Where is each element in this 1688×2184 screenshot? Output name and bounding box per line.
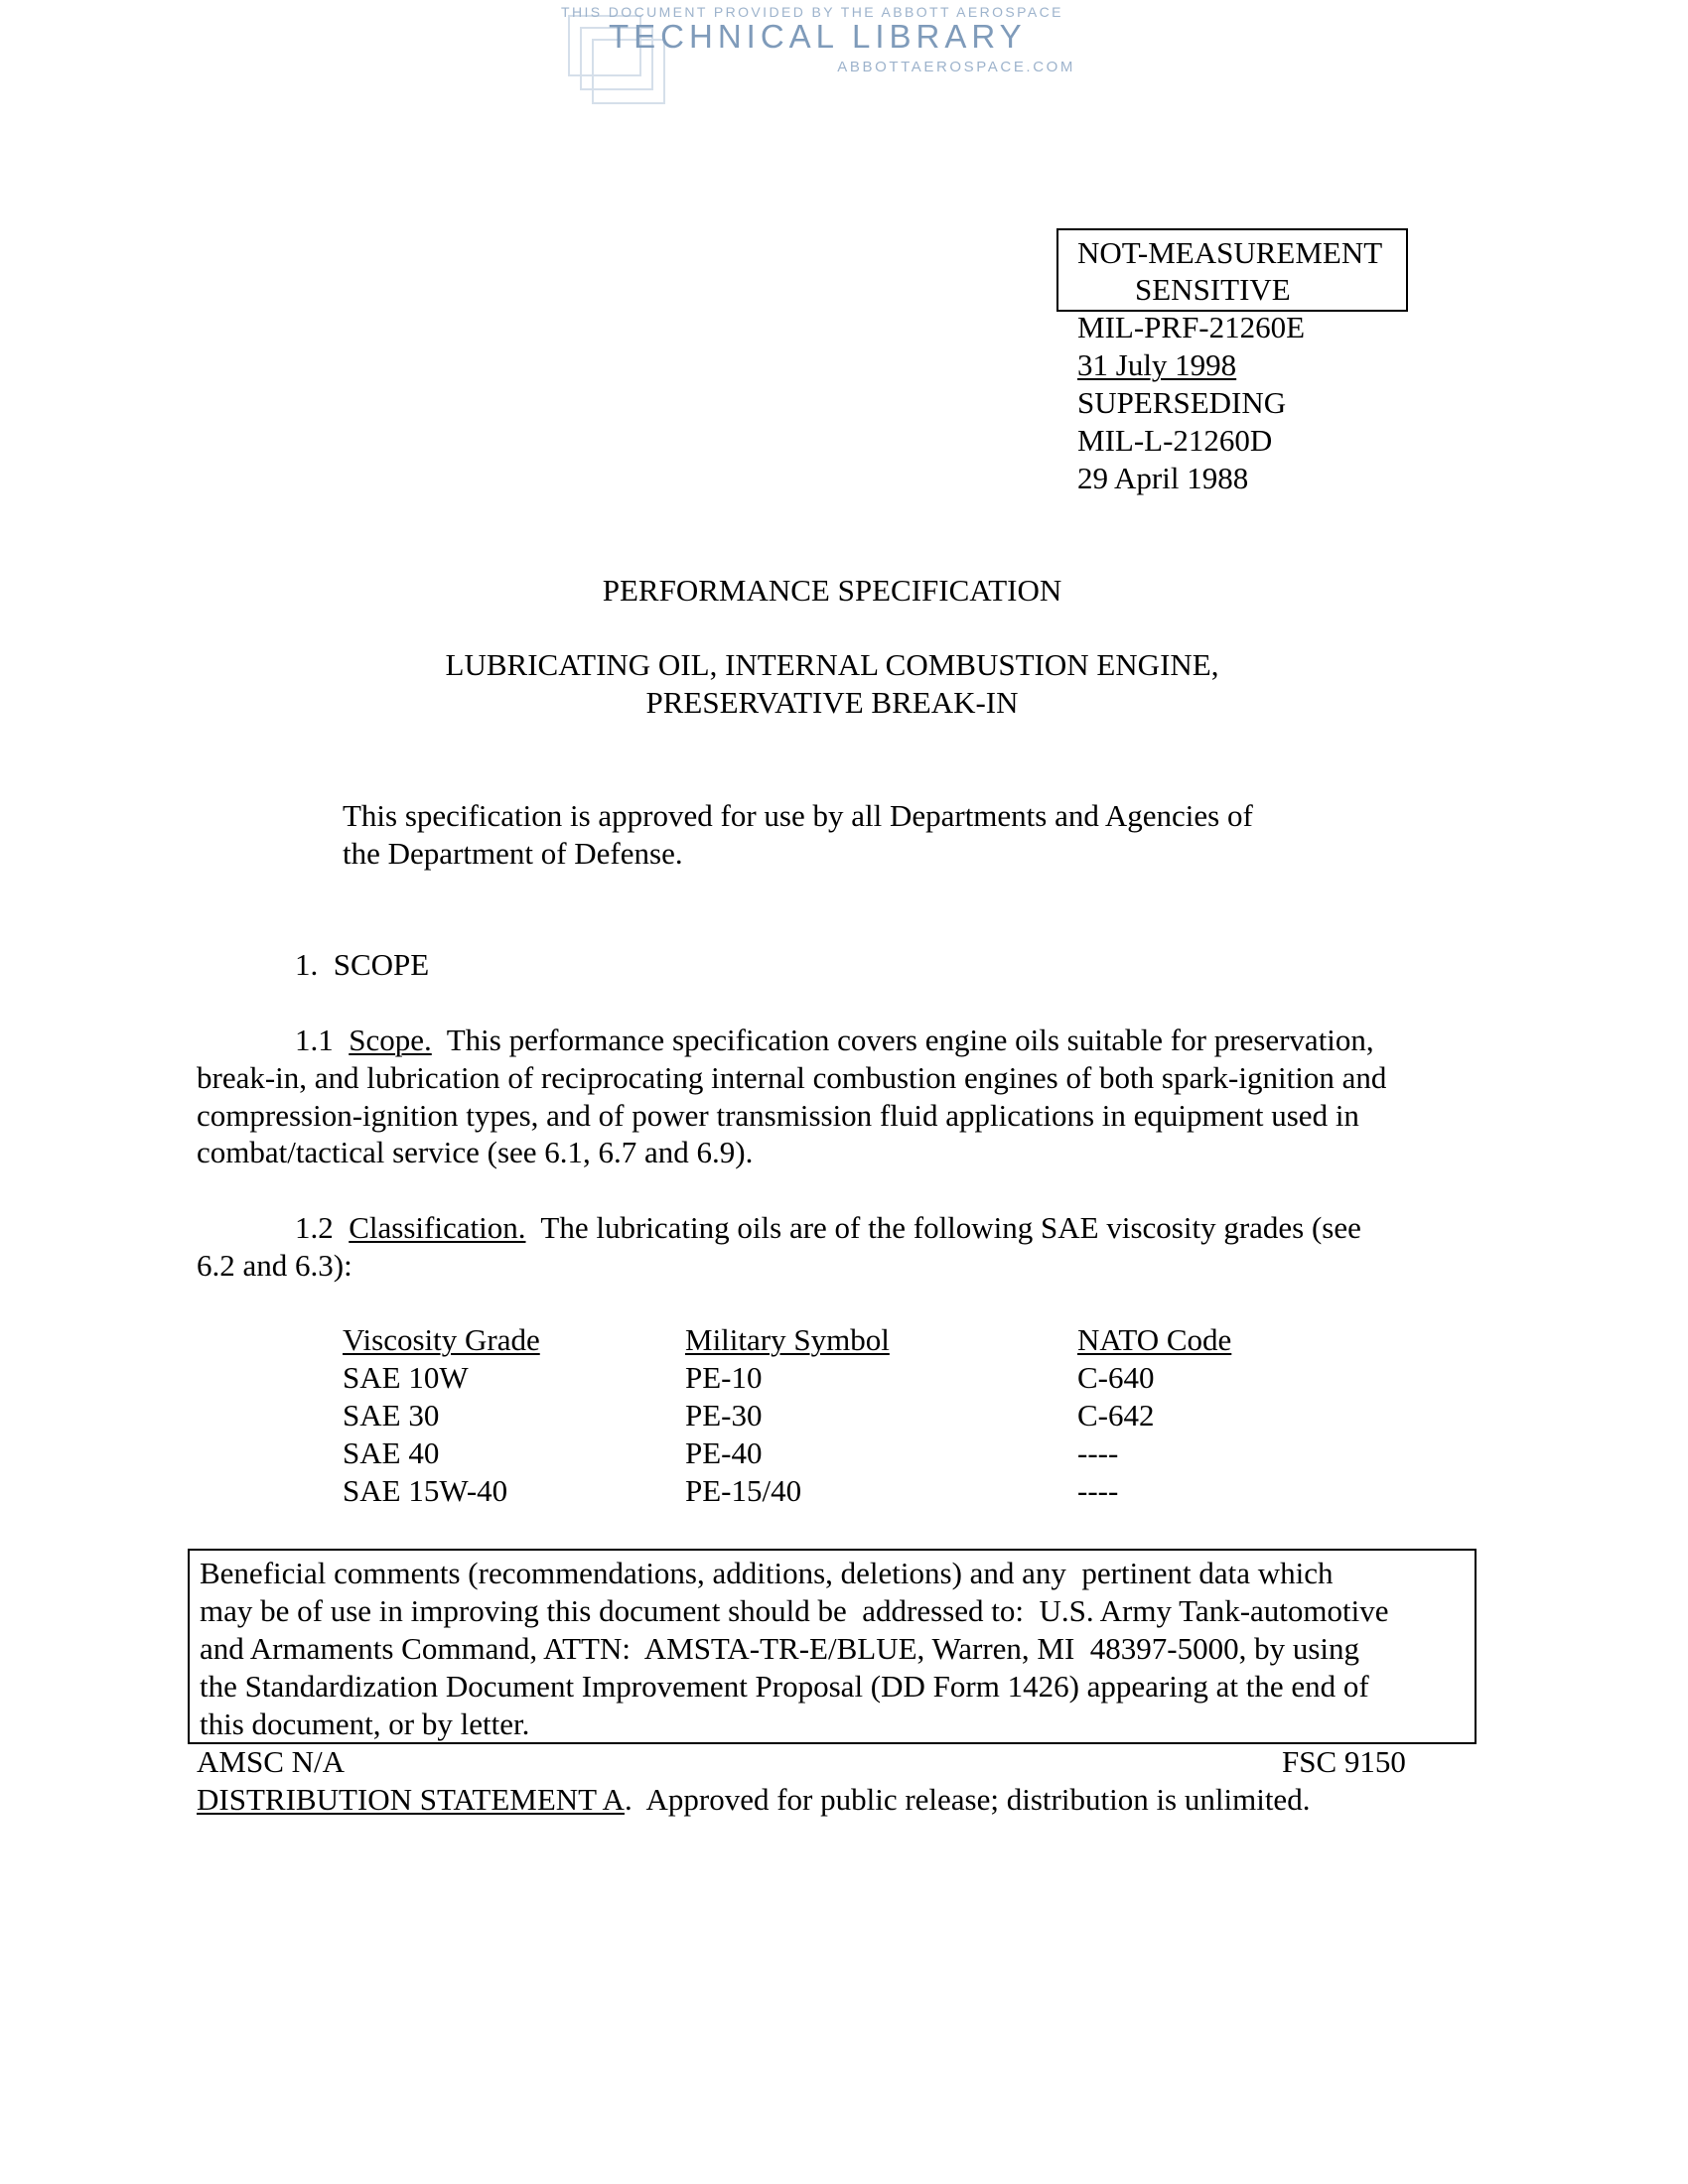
paragraph-number: 1.1 [295, 1023, 334, 1057]
table-cell: PE-15/40 [685, 1473, 802, 1508]
document-title-line-2: PRESERVATIVE BREAK-IN [645, 685, 1019, 720]
table-cell: ---- [1077, 1473, 1119, 1508]
table-cell: PE-40 [685, 1435, 763, 1470]
fsc-code: FSC 9150 [1282, 1744, 1406, 1779]
comments-line: Beneficial comments (recommendations, additions, deletions) and any pertinent data which [200, 1556, 1334, 1590]
table-cell: SAE 30 [343, 1398, 440, 1433]
comments-line: may be of use in improving this document should be addressed to: U.S. Army Tank-automotive [200, 1593, 1389, 1628]
amsc-code: AMSC N/A [197, 1744, 346, 1779]
approval-line-1: This specification is approved for use by all Departments and Agencies of [343, 798, 1253, 833]
paragraph-text: The lubricating oils are of the following SAE viscosity grades (see [525, 1210, 1361, 1245]
table-cell: SAE 15W-40 [343, 1473, 508, 1508]
column-header-viscosity-grade: Viscosity Grade [343, 1322, 540, 1357]
watermark-provided-by: THIS DOCUMENT PROVIDED BY THE ABBOTT AEROSPACE [561, 4, 1063, 20]
distribution-statement [197, 1781, 1310, 1819]
table-cell: PE-10 [685, 1360, 763, 1395]
paragraph-label-classification: Classification. [349, 1210, 526, 1245]
paragraph-1-1-line-1 [295, 1022, 1374, 1059]
distribution-statement-text: . Approved for public release; distribution is unlimited. [624, 1782, 1311, 1817]
document-date: 31 July 1998 [1077, 347, 1237, 382]
distribution-statement-label: DISTRIBUTION STATEMENT A [197, 1782, 625, 1817]
column-header-military-symbol: Military Symbol [685, 1322, 890, 1357]
paragraph-1-1-line-3: compression-ignition types, and of power transmission fluid applications in equipment used in [197, 1098, 1359, 1133]
nms-line-1: NOT-MEASUREMENT [1077, 235, 1383, 270]
table-cell: SAE 40 [343, 1435, 440, 1470]
beneficial-comments-box [188, 1549, 1477, 1744]
superseded-document-number: MIL-L-21260D [1077, 423, 1273, 458]
paragraph-number: 1.2 [295, 1210, 334, 1245]
document-title-line-1: LUBRICATING OIL, INTERNAL COMBUSTION ENGINE, [445, 647, 1219, 682]
comments-line: the Standardization Document Improvement Proposal (DD Form 1426) appearing at the end of [200, 1669, 1369, 1704]
specification-type: PERFORMANCE SPECIFICATION [602, 573, 1062, 608]
comments-line: this document, or by letter. [200, 1706, 530, 1741]
paragraph-1-1-line-2: break-in, and lubrication of reciprocating internal combustion engines of both spark-ignition and [197, 1060, 1387, 1095]
table-cell: C-640 [1077, 1360, 1155, 1395]
approval-line-2: the Department of Defense. [343, 836, 683, 871]
table-cell: SAE 10W [343, 1360, 469, 1395]
table-cell: ---- [1077, 1435, 1119, 1470]
watermark-url: ABBOTTAEROSPACE.COM [837, 59, 1075, 75]
column-header-nato-code: NATO Code [1077, 1322, 1232, 1357]
superseded-document-date: 29 April 1988 [1077, 461, 1249, 495]
superseding-label: SUPERSEDING [1077, 385, 1287, 420]
paragraph-label-scope: Scope. [349, 1023, 432, 1057]
document-number: MIL-PRF-21260E [1077, 310, 1306, 344]
technical-library-watermark [561, 2, 1077, 113]
watermark-title: TECHNICAL LIBRARY [609, 18, 1027, 55]
table-cell: PE-30 [685, 1398, 763, 1433]
paragraph-1-2-line-1 [295, 1209, 1361, 1247]
paragraph-text: This performance specification covers engine oils suitable for preservation, [431, 1023, 1374, 1057]
section-heading-scope: 1. SCOPE [295, 947, 430, 982]
paragraph-1-2-line-2: 6.2 and 6.3): [197, 1248, 352, 1283]
comments-line: and Armaments Command, ATTN: AMSTA-TR-E/BLUE, Warren, MI 48397-5000, by using [200, 1631, 1360, 1666]
nms-line-2: SENSITIVE [1135, 272, 1291, 307]
table-cell: C-642 [1077, 1398, 1155, 1433]
paragraph-1-1-line-4: combat/tactical service (see 6.1, 6.7 and 6.9). [197, 1135, 754, 1169]
